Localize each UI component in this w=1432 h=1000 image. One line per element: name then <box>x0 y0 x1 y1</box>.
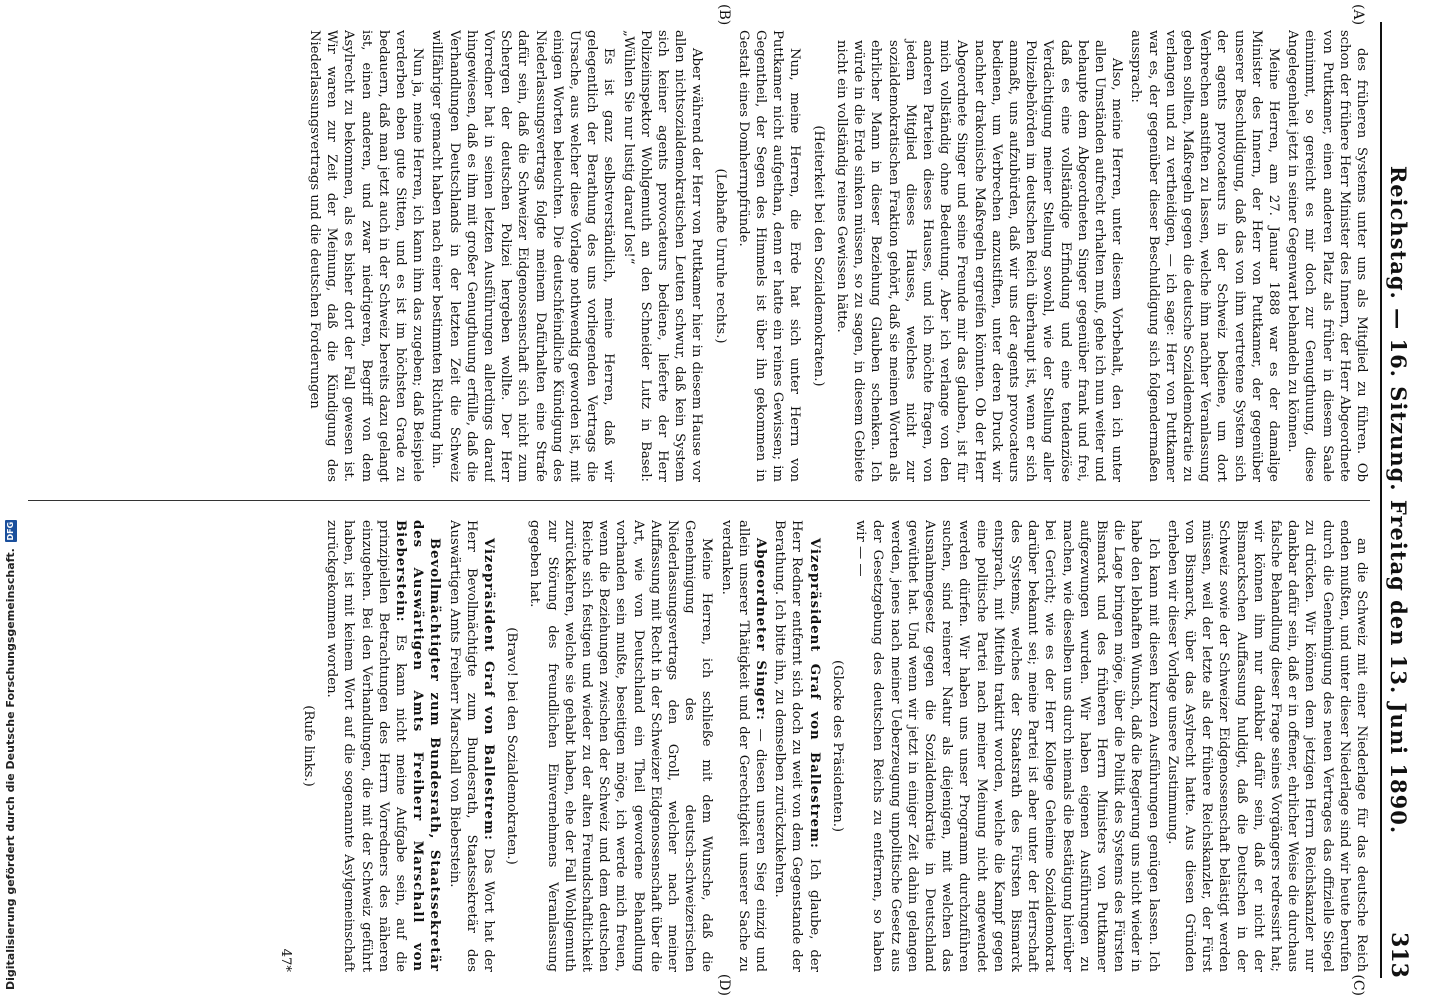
quotation-paragraph: Also, meine Herren, unter diesem Vorbehalt, den ich unter allen Umständen aufrecht erhalten muß, gehe ich nun weiter und behaupte dem Abgeordneten Singer gegenüber frank und frei, daß es eine vollständige Erfindung und eine tendenziöse Verdächtigung meiner Stellung sowohl, wie der Stellung aller Polizeibehörden im deutschen Reich überhaupt ist, wenn er sich anmaßt, uns aufzubürden, daß wir uns der agents provocateurs bedienen, um Verbrechen anzustiften, unter deren Druck wir nachher drakonische Maßregeln ergreifen könnten. Ob der Herr Abgeordnete Singer und seine Freunde mir das glauben, ist für mich vollständig ohne Bedeutung. Aber ich verlange von den anderen Parteien dieses Hauses, und ich möchte fragen, von jedem Mitglied dieses Hauses, welches nicht zur sozialdemokratischen Fraktion gehört, daß sie meinen Worten als ehrlicher Mann in dieser Beziehung Glauben schenken. Ich würde in die Erde sinken müssen, so zu sagen, in diesem Gebiete nicht ein vollständig reines Gewissen hätte. <box>833 40 1125 482</box>
page-number: 313 <box>1386 932 1412 978</box>
stage-direction: (Rufe links.) <box>301 705 317 787</box>
signature-mark: 47* <box>277 948 293 972</box>
column-divider <box>28 500 1370 501</box>
speaker-name: Abgeordneter Singer: <box>753 538 769 721</box>
speaker-name: Vizepräsident Graf von Ballestrem: <box>806 538 822 849</box>
speech-text: Das Wort hat der Herr Bevollmächtigte zum Bundesrath, Staatssekretär des Auswärtigen Amts Freiherr Marschall von Bieberstein. <box>446 520 497 972</box>
speech-paragraph <box>771 520 823 972</box>
stage-direction: (Lebhafte Unruhe rechts.) <box>712 168 728 344</box>
page-header <box>1380 22 1420 978</box>
dfg-logo-icon: DFG <box>5 521 15 541</box>
margin-marker-b: (B) <box>716 4 732 26</box>
stage-direction: (Glocke des Präsidenten.) <box>829 659 845 833</box>
margin-marker-c: (C) <box>1350 974 1366 996</box>
paragraph: Meine Herren, ich schließe mit dem Wunsche, daß die Genehmigung des deutsch-schweizerischen Niederlassungsvertrags den Groll, welcher nach meiner Auffassung mit Recht in der Schweizer Eidgenossenschaft über die Art, wie von Deutschland ein Theil gewordene Behandlung vorhanden sein mußte, beseitigen möge, ich werde mich freuen, wenn die Beziehungen zwischen der Schweiz und dem deutschen Reiche sich festigen und wieder zu der alten Freundschaftlichkeit zurückkehren, welche sie gehabt haben, ehe der Fall Wohlgemuth zur Störung des freundlichen Einvernehmens Veranlassung gegeben hat. <box>527 520 715 972</box>
stage-direction: (Bravo! bei den Sozialdemokraten.) <box>504 627 520 865</box>
paragraph: an die Schweiz mit einer Niederlage für das deutsche Reich enden mußten, und unter dieser Niederlage sind wir heute berufen durch die Genehmigung des neuen Vertrages das offizielle Siegel zu drücken. Wir können dem jetzigen Herrn Reichskanzler nur dankbar dafür sein, daß er in offener, ehrlicher Weise die durchaus falsche Behandlung dieser Frage seines Vorgängers redressirt hat; wir können ihm nur dankbar dafür sein, daß er nicht der Bismarckschen Auffassung huldigt, daß die Deutschen in der Schweiz sowie der Schweizer Eidgenossenschaft belästigt werden müssen, weil der letzte als der frühere Reichskanzler, der Fürst von Bismarck, über das Asylrecht hatte. Aus diesen Gründen erheben wir dieser Vorlage unsere Zustimmung. <box>1164 520 1369 972</box>
speech-paragraph <box>717 520 769 972</box>
margin-marker-a: (A) <box>1350 4 1366 26</box>
speech-text: Ich glaube, der Herr Redner entfernt sich doch zu weit von dem Gegenstande der Berathung. Ich bitte ihn, zu demselben zurückzukehren. <box>772 520 822 972</box>
paragraph: Meine Herren, am 27. Januar 1888 war es der damalige Minister des Innern, der Herr von Puttkamer, der gegenüber unserer Beschuldigung, daß das von ihm vertretene System sich der agents provocateurs in der Schweiz bediene, um dort Verbrechen anstiften zu lassen, welche ihm nachher Veranlassung geben sollten, Maßregeln gegen die deutsche Sozialdemokratie zu verlangen und zu vertheidigen, — ich sage: Herr von Puttkamer war es, der gegenüber dieser Beschuldigung sich folgendermaßen aussprach: <box>1128 30 1281 482</box>
speech-paragraph <box>445 520 497 972</box>
speech-text: Es kann nicht meine Aufgabe sein, auf die prinzipiellen Betrachtungen des Herrn Vorredners des näheren einzugehen. Bei den Verhandlungen, die mit der Schweiz geführt haben, ist mit keinem Wort auf die sogenannte Asylgemeinschaft zurückgekommen worden. <box>324 520 409 972</box>
running-title: Reichstag. — 16. Sitzung. Freitag den 13. Juni 1890. <box>1386 165 1411 835</box>
margin-marker-d: (D) <box>716 973 732 996</box>
paragraph: Nun, meine Herren, die Erde hat sich unter Herrn von Puttkamer nicht aufgethan, denn er hatte ein reines Gewissen; im Gegentheil, der Segen des Himmels ist über ihn gekommen in Gestalt eines Domherrnpfründe. <box>735 30 803 482</box>
paragraph: Es ist ganz selbstverständlich, meine Herren, daß wir gelegentlich der Berathung des uns vorliegenden Vertrags die Ursache, aus welcher diese Vorlage nothwendig geworden ist, mit einigen Worten beleuchten. Die deutschfeindliche Kündigung des Niederlassungsvertrags folgte meinem Dafürhalten eine Strafe dafür sein, daß die Schweizer Eidgenossenschaft sich nicht zum Schergen der deutschen Polizei hergeben wollte. Der Herr Vorredner hat in seinen letzten Ausführungen allerdings darauf hingewiesen, daß es ihm mit großer Genugthuung erfülle, daß die Verhandlungen Deutschlands in der letzten Zeit die Schweiz willfähriger gemacht haben nach einer bestimmten Richtung hin. <box>429 30 617 482</box>
paragraph: des früheren Systems unter uns als Mitglied zu führen. Ob schon der frühere Herr Minister des Innern, der Herr Abgeordnete von Puttkamer, einen anderen Platz als früher in diesem Saale einnimmt, so gereicht es mir doch zur Genugthuung, diese Angelegenheit jetzt in seiner Gegenwart behandeln zu können. <box>1285 30 1369 482</box>
right-column <box>28 520 1370 972</box>
stage-direction: (Heiterkeit bei den Sozialdemokraten.) <box>810 125 826 387</box>
paragraph: Aber während der Herr von Puttkamer hier in diesem Hause vor allen nichtsozialdemokratischen Leuten schwur, daß kein System sich keiner agents provocateurs bediene, lieferte der Herr Polizeiinspektor Wohlgemuth an den Schneider Lutz in Basel: „Wühlen Sie nur lustig darauf los!“ <box>620 30 705 482</box>
paragraph: Ich kann mit diesen kurzen Ausführungen genügen lassen. Ich habe den lebhaften Wunsch, daß die Regierung uns nicht wieder in die Lage bringen möge, über die Politik des Systems des Fürsten Bismarck und des früheren Herrn Ministers von Puttkamer aufgezwungen wurden. Wir haben eigenen Ausführungen zu machen, wie dieselben uns durch niemals die Bestätigung hierüber bei Gericht; wie es der Herr Kollege Geheime Sozialdemokrat darüber bekannt sei; meine Partei ist aber unter der Herrschaft des Systems, welches der Staatsrath des Fürsten Bismarck entsprach, mit Mitteln traktirt worden, welche die Kampf gegen eine politische Partei nach meiner Meinung nicht angewendet werden dürfen. Wir haben uns unser Programm durchzuführen suchen, sind reinerer Natur als diejenigen, mit welchen das Ausnahmegesetz gegen die Sozialdemokratie in Deutschland gewüthet hat. Und wenn wir jetzt in einiger Zeit dahin gelangen werden, jenes nach meiner Ueberzeugung unpolitische Gesetz aus der Gesetzgebung des deutschen Reichs zu entfernen, so haben wir — — <box>853 520 1161 972</box>
speaker-name: Vizepräsident Graf von Ballestrem: <box>481 538 497 841</box>
speaker-name: Bevollmächtigter zum Bundesrath, Staatssekretär des Auswärtigen Amts Freiherr Marschall von Bieberstein: <box>393 520 443 972</box>
paragraph: Nun ja, meine Herren, ich kann ihm das zugeben; daß Beispiele verderben eben gute Sitten, und es ist im höchsten Grade zu bedauern, daß man jetzt auch in der Schweiz bereits dazu gelangt ist, einen anderen, und zwar niedrigeren, Begriff von dem Asylrecht zu bekommen, als es bisher dort der Fall gewesen ist. Wir waren zur Zeit der Meinung, daß die Kündigung des Niederlassungsvertrags und die deutschen Forderungen <box>307 30 426 482</box>
left-column <box>28 30 1370 482</box>
speech-text: — diesen unseren Sieg einzig und allein unserer Thätigkeit und der Gerechtigkeit unserer Sache zu verdanken. <box>718 520 769 972</box>
credit-text: Digitalisierung gefördert durch die Deutsche Forschungsgemeinschaft. <box>4 548 17 990</box>
speech-paragraph <box>323 520 443 972</box>
digitization-credit <box>4 520 17 990</box>
